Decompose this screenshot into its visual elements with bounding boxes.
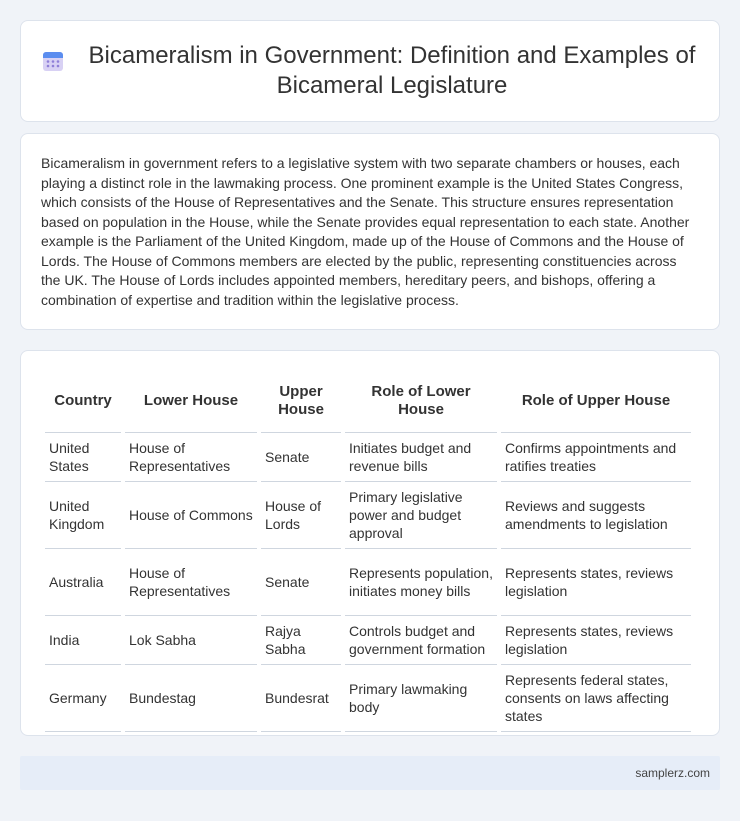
cell-lower-house: Bundestag bbox=[125, 665, 257, 732]
cell-upper-house: Senate bbox=[261, 433, 341, 482]
cell-role-lower: Represents population, initiates money bills bbox=[345, 549, 497, 616]
intro-card bbox=[20, 133, 720, 330]
cell-upper-house: Senate bbox=[261, 549, 341, 616]
cell-lower-house: Lok Sabha bbox=[125, 616, 257, 665]
footer-bar bbox=[20, 756, 720, 790]
table-row bbox=[45, 433, 691, 482]
cell-role-lower: Primary lawmaking body bbox=[345, 665, 497, 732]
cell-role-upper: Represents federal states, consents on laws affecting states bbox=[501, 665, 691, 732]
column-header-country: Country bbox=[45, 369, 121, 433]
header-card bbox=[20, 20, 720, 122]
column-header-lower-house: Lower House bbox=[125, 369, 257, 433]
cell-role-upper: Confirms appointments and ratifies treaties bbox=[501, 433, 691, 482]
cell-role-upper: Represents states, reviews legislation bbox=[501, 549, 691, 616]
bicameral-table bbox=[41, 369, 695, 732]
cell-country: United Kingdom bbox=[45, 482, 121, 549]
table-row bbox=[45, 549, 691, 616]
column-header-role-lower: Role of Lower House bbox=[345, 369, 497, 433]
column-header-upper-house: Upper House bbox=[261, 369, 341, 433]
cell-lower-house: House of Commons bbox=[125, 482, 257, 549]
cell-country: India bbox=[45, 616, 121, 665]
intro-paragraph: Bicameralism in government refers to a legislative system with two separate chambers or houses, each playing a distinct role in the lawmaking process. One prominent example is the United States Congress, which consists of the House of Representatives and the Senate. This structure ensures representation based on population in the House, while the Senate provides equal representation to each state. Another example is the Parliament of the United Kingdom, made up of the House of Commons and the House of Lords. The House of Commons members are elected by the public, representing constituencies across the UK. The House of Lords includes appointed members, hereditary peers, and bishops, offering a combination of expertise and tradition within the legislative process. bbox=[41, 155, 690, 308]
cell-upper-house: Rajya Sabha bbox=[261, 616, 341, 665]
cell-role-lower: Controls budget and government formation bbox=[345, 616, 497, 665]
cell-lower-house: House of Representatives bbox=[125, 549, 257, 616]
footer-site-link[interactable]: samplerz.com bbox=[635, 766, 710, 780]
table-header-row bbox=[45, 369, 691, 433]
cell-role-lower: Primary legislative power and budget approval bbox=[345, 482, 497, 549]
cell-role-upper: Reviews and suggests amendments to legislation bbox=[501, 482, 691, 549]
cell-country: Australia bbox=[45, 549, 121, 616]
cell-country: Germany bbox=[45, 665, 121, 732]
page-title: Bicameralism in Government: Definition and Examples of Bicameral Legislature bbox=[88, 42, 696, 99]
table-row bbox=[45, 665, 691, 732]
cell-upper-house: Bundesrat bbox=[261, 665, 341, 732]
table-card bbox=[20, 350, 720, 736]
cell-role-upper: Represents states, reviews legislation bbox=[501, 616, 691, 665]
table-row bbox=[45, 616, 691, 665]
calendar-grid-icon bbox=[41, 49, 65, 73]
cell-country: United States bbox=[45, 433, 121, 482]
cell-upper-house: House of Lords bbox=[261, 482, 341, 549]
cell-lower-house: House of Representatives bbox=[125, 433, 257, 482]
header-inner bbox=[41, 41, 699, 101]
table-row bbox=[45, 482, 691, 549]
cell-role-lower: Initiates budget and revenue bills bbox=[345, 433, 497, 482]
column-header-role-upper: Role of Upper House bbox=[501, 369, 691, 433]
